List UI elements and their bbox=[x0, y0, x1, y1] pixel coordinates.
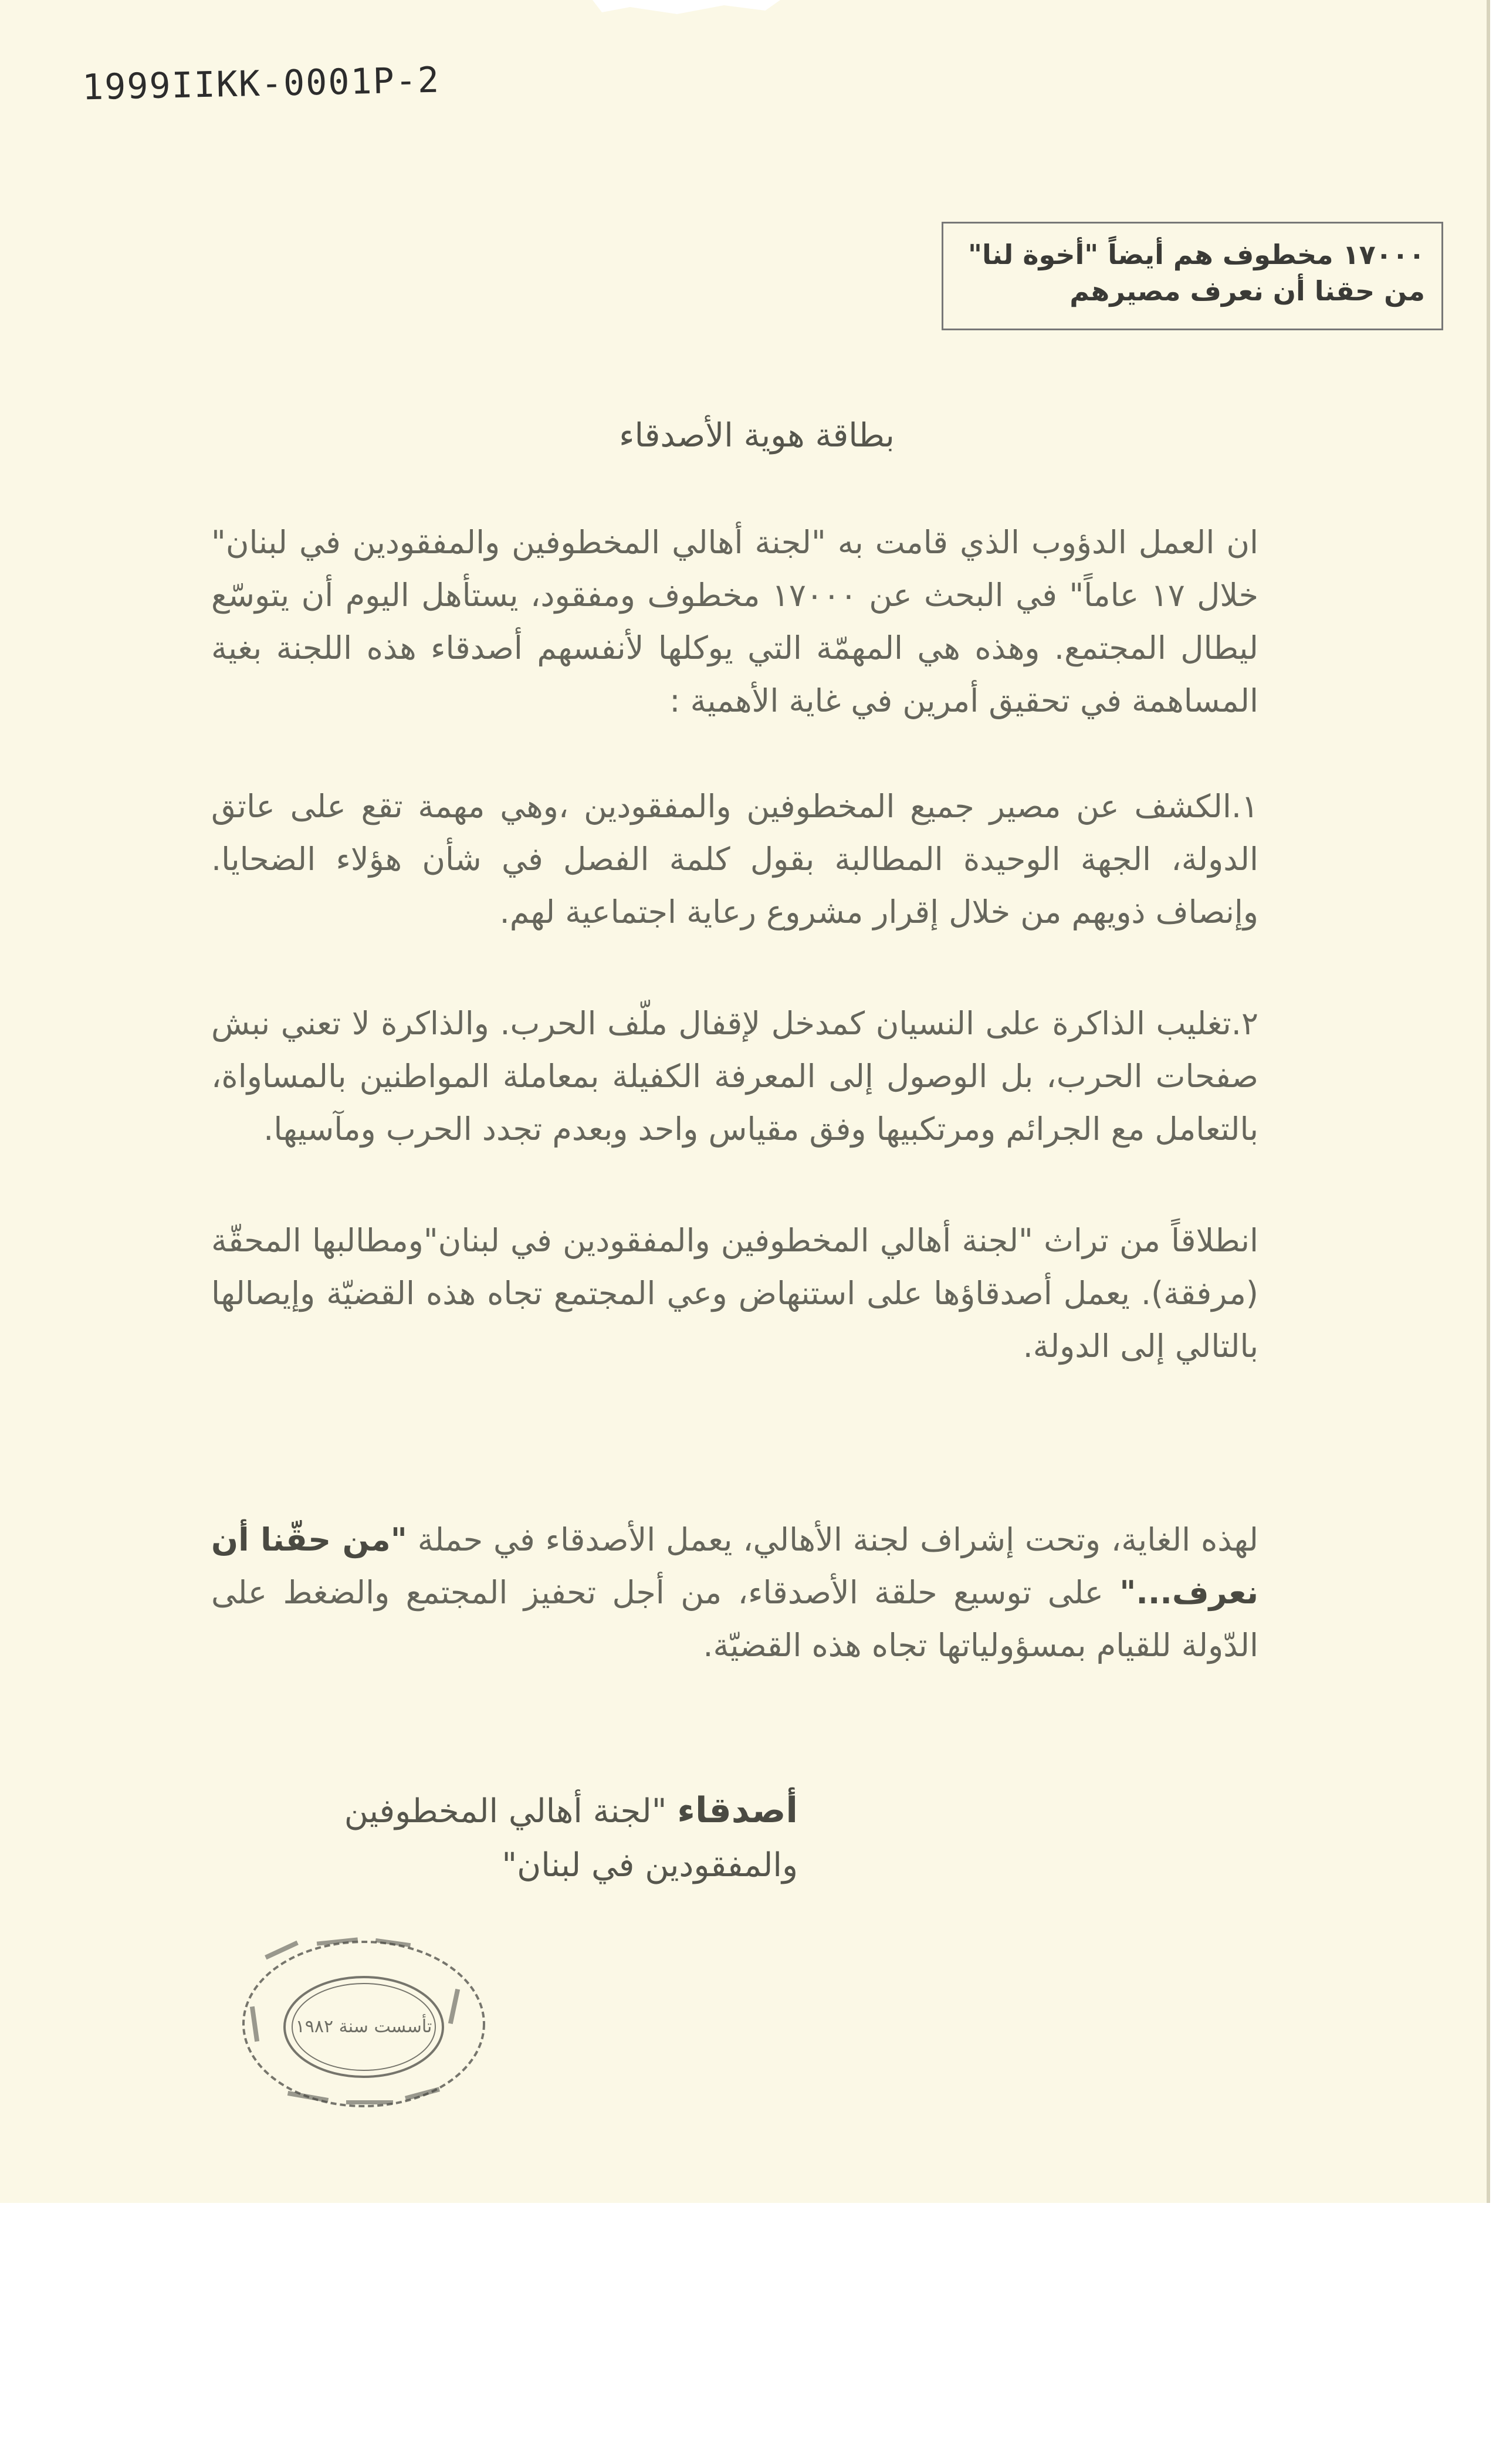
paragraph-purpose bbox=[211, 1514, 1258, 1672]
slogan-box bbox=[942, 222, 1443, 330]
slogan-line-2: من حقنا أن نعرف مصيرهم bbox=[1069, 275, 1425, 307]
campaign-name: "من حقّنا أن نعرف..." bbox=[211, 1521, 1258, 1611]
purpose-text-start: لهذه الغاية، وتحت إشراف لجنة الأهالي، يعمل الأصدقاء في حملة bbox=[407, 1521, 1258, 1558]
paragraph-intro-text: ان العمل الدؤوب الذي قامت به "لجنة أهالي المخطوفين والمفقودين في لبنان" خلال ١٧ عاماً" في البحث عن ١٧٠٠٠ مخطوف ومفقود، يستأهل اليوم أن يتوسّع ليطال المجتمع. وهذه هي المهمّة التي يوكلها لأنفسهم أصدقاء هذه اللجنة بغية المساهمة في تحقيق أمرين في غاية الأهمية : bbox=[211, 524, 1258, 719]
signature-line-1-rest: "لجنة أهالي المخطوفين bbox=[344, 1792, 678, 1830]
paragraph-starting-text: انطلاقاً من تراث "لجنة أهالي المخطوفين والمفقودين في لبنان"ومطالبها المحقّة (مرفقة). يعمل أصدقاؤها على استنهاض وعي المجتمع تجاه هذه القضيّة وإيصالها بالتالي إلى الدولة. bbox=[211, 1222, 1258, 1365]
signature-block bbox=[282, 1783, 798, 1893]
stamp-text: تأسست سنة ١٩٨٢ bbox=[295, 2016, 432, 2037]
signature-bold-word: أصدقاء bbox=[677, 1790, 798, 1831]
torn-edge bbox=[593, 0, 780, 18]
paragraph-point-1 bbox=[211, 780, 1258, 939]
paragraph-starting bbox=[211, 1214, 1258, 1373]
point-1-text: ١.الكشف عن مصير جميع المخطوفين والمفقودين ،وهي مهمة تقع على عاتق الدولة، الجهة الوحيدة المطالبة بقول كلمة الفصل في شأن هؤلاء الضحايا. وإنصاف ذويهم من خلال إقرار مشروع رعاية اجتماعية لهم. bbox=[211, 788, 1258, 930]
stamp-seal bbox=[217, 1924, 499, 2124]
slogan-line-1: ١٧٠٠٠ مخطوف هم أيضاً "أخوة لنا" bbox=[968, 239, 1425, 270]
purpose-text-end: على توسيع حلقة الأصدقاء، من أجل تحفيز المجتمع والضغط على الدّولة للقيام بمسؤولياتها تجاه هذه القضيّة. bbox=[211, 1574, 1258, 1664]
document-title: بطاقة هوية الأصدقاء bbox=[619, 417, 895, 455]
paragraph-intro bbox=[211, 516, 1258, 727]
point-2-text: ٢.تغليب الذاكرة على النسيان كمدخل لإقفال ملّف الحرب. والذاكرة لا تعني نبش صفحات الحرب، بل الوصول إلى المعرفة الكفيلة بمعاملة المواطنين بالمساواة، بالتعامل مع الجرائم ومرتكبيها وفق مقياس واحد وبعدم تجدد الحرب ومآسيها. bbox=[211, 1005, 1258, 1148]
document-body bbox=[211, 516, 1258, 1672]
paragraph-purpose-text bbox=[211, 1514, 1258, 1672]
paragraph-point-2 bbox=[211, 997, 1258, 1156]
signature-line-2: والمفقودين في لبنان" bbox=[502, 1846, 798, 1884]
signature-line-1 bbox=[282, 1783, 798, 1839]
reference-number: 1999IIKK-0001P-2 bbox=[82, 59, 441, 109]
